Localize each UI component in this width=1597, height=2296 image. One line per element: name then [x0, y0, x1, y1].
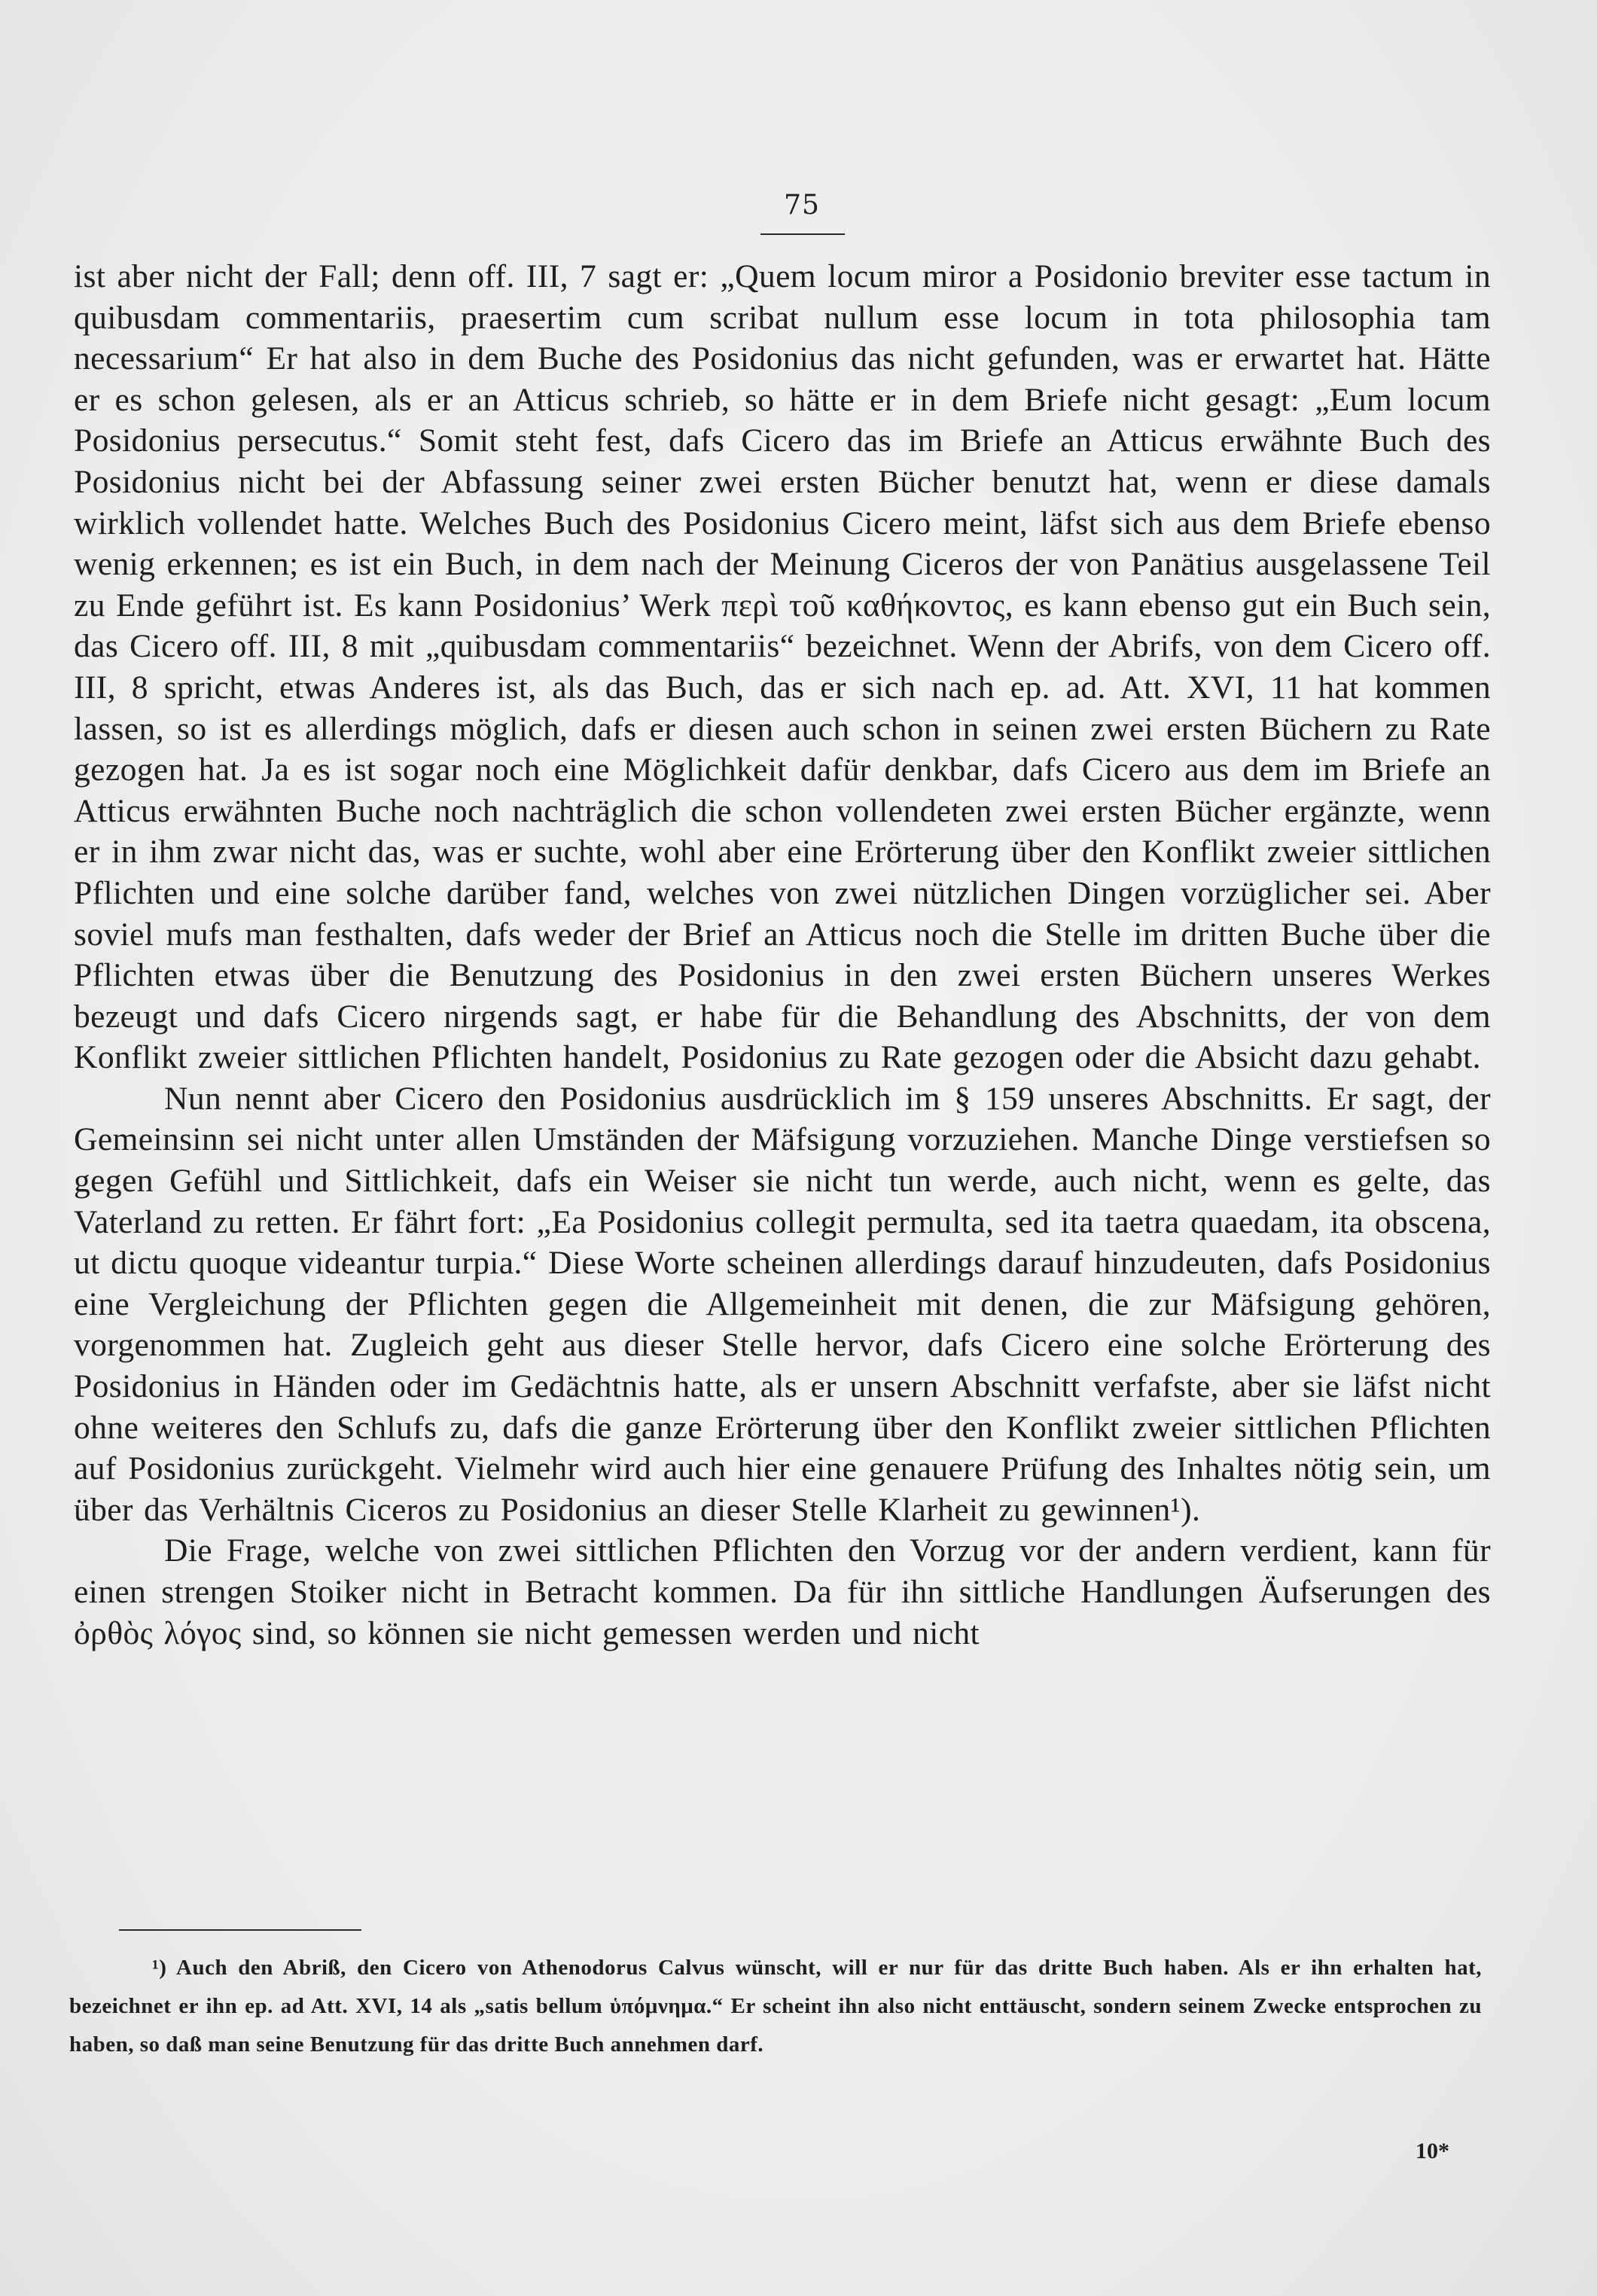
page-number: 75 [784, 190, 820, 221]
footnote-text: Auch den Abriß, den Cicero von Athenodorus Calvus wünscht, will er nur für das dritte Buch haben. Als er ihn erhalten hat, bezeichnet er ihn ep. ad Att. XVI, 14 als „satis bellum ὑπόμνημα.“ Er scheint ihn also nicht enttäuscht, sondern seinem Zwecke entsprochen zu haben, so daß man seine Benutzung für das dritte Buch annehmen darf. [69, 1956, 1482, 2057]
paragraph: Nun nennt aber Cicero den Posidonius ausdrücklich im § 159 unseres Abschnitts. Er sagt, der Gemeinsinn sei nicht unter allen Umständen der Mäfsigung vorzuziehen. Manche Dinge verstiefsen so gegen Gefühl und Sittlichkeit, dafs ein Weiser sie nicht tun werde, auch nicht, wenn es gelte, das Vaterland zu retten. Er fährt fort: „Ea Posidonius collegit permulta, sed ita taetra quaedam, ita obscena, ut dictu quoque videantur turpia.“ Diese Worte scheinen allerdings darauf hinzudeuten, dafs Posidonius eine Vergleichung der Pflichten gegen die Allgemeinheit mit denen, die zur Mäfsigung gehören, vorgenommen hat. Zugleich geht aus dieser Stelle hervor, dafs Cicero eine solche Erörterung des Posidonius in Händen oder im Gedächtnis hatte, als er unsern Abschnitt verfafste, aber sie läfst nicht ohne weiteres den Schlufs zu, dafs die ganze Erörterung über den Konflikt zweier sittlichen Pflichten auf Posidonius zurückgeht. Vielmehr wird auch hier eine genauere Prüfung des Inhaltes nötig sein, um über das Verhältnis Ciceros zu Posidonius an dieser Stelle Klarheit zu gewinnen¹). [74, 1080, 1491, 1528]
footnote-rule [119, 1929, 361, 1931]
paragraph: ist aber nicht der Fall; denn off. III, 7 sagt er: „Quem locum miror a Posidonio breviter esse tactum in quibusdam commentariis, praesertim cum scribat nullum esse locum in tota philosophia tam necessarium“ Er hat also in dem Buche des Posidonius das nicht gefunden, was er erwartet hat. Hätte er es schon gelesen, als er an Atticus schrieb, so hätte er in dem Briefe nicht gesagt: „Eum locum Posidonius persecutus.“ Somit steht fest, dafs Cicero das im Briefe an Atticus erwähnte Buch des Posidonius nicht bei der Abfassung seiner zwei ersten Bücher benutzt hat, wenn er diese damals wirklich vollendet hatte. Welches Buch des Posidonius Cicero meint, läfst sich aus dem Briefe ebenso wenig erkennen; es ist ein Buch, in dem nach der Meinung Ciceros der von Panätius ausgelassene Teil zu Ende geführt ist. Es kann Posidonius’ Werk περὶ τοῦ καθήκοντος, es kann ebenso gut ein Buch sein, das Cicero off. III, 8 mit „quibusdam commentariis“ bezeichnet. Wenn der Abrifs, von dem Cicero off. III, 8 spricht, etwas Anderes ist, als das Buch, das er sich nach ep. ad. Att. XVI, 11 hat kommen lassen, so ist es allerdings möglich, dafs er diesen auch schon in seinen zwei ersten Büchern zu Rate gezogen hat. Ja es ist sogar noch eine Möglichkeit dafür denkbar, dafs Cicero aus dem im Briefe an Atticus erwähnten Buche noch nachträglich die schon vollendeten zwei ersten Bücher ergänzte, wenn er in ihm zwar nicht das, was er suchte, wohl aber eine Erörterung über den Konflikt zweier sittlichen Pflichten und eine solche darüber fand, welches von zwei nützlichen Dingen vorzüglicher sei. Aber soviel mufs man festhalten, dafs weder der Brief an Atticus noch die Stelle im dritten Buche über die Pflichten etwas über die Benutzung des Posidonius in den zwei ersten Büchern unseres Werkes bezeugt und dafs Cicero nirgends sagt, er habe für die Behandlung des Abschnitts, der von dem Konflikt zweier sittlichen Pflichten handelt, Posidonius zu Rate gezogen oder die Absicht dazu gehabt. [74, 258, 1491, 1076]
body-text [74, 256, 1491, 1654]
signature-mark: 10* [1416, 2139, 1449, 2163]
paragraph: Die Frage, welche von zwei sittlichen Pflichten den Vorzug vor der andern verdient, kann für einen strengen Stoiker nicht in Betracht kommen. Da für ihn sittliche Handlungen Äufserungen des ὀρθὸς λόγος sind, so können sie nicht gemessen werden und nicht [74, 1532, 1491, 1651]
page-number-rule [760, 233, 845, 235]
footnote-marker: ¹) [152, 1956, 167, 1980]
footnote [69, 1949, 1482, 2064]
